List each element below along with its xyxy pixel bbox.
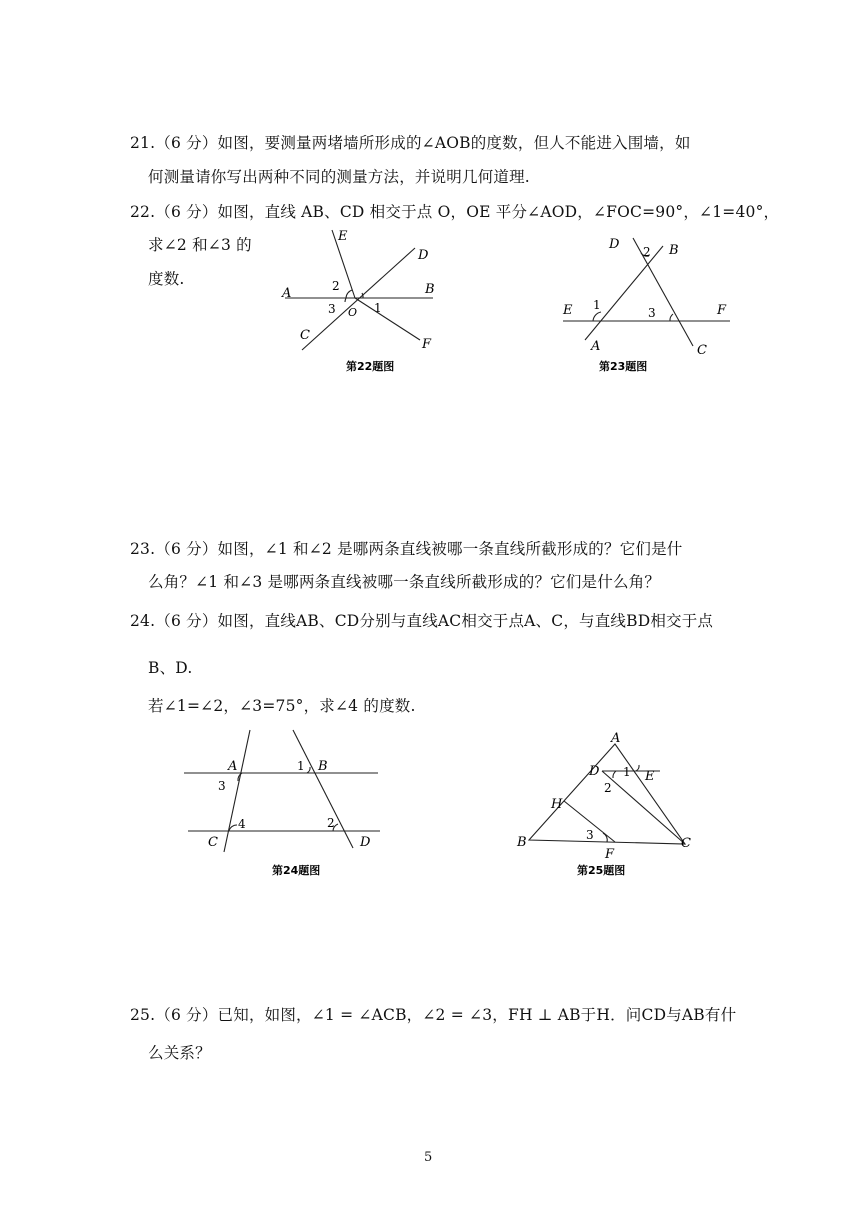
figure-22 <box>270 220 460 380</box>
fig24-angle-2: 2 <box>327 816 335 830</box>
fig22-caption: 第22题图 <box>346 360 395 373</box>
fig25-label-H: H <box>551 797 563 812</box>
fig22-label-C: C <box>300 328 310 343</box>
fig22-angle-3: 3 <box>328 302 336 316</box>
fig25-label-E: E <box>645 769 655 784</box>
fig24-label-C: C <box>208 835 218 850</box>
fig23-label-A: A <box>591 339 601 354</box>
fig24-label-A: A <box>228 759 238 774</box>
fig24-angle-4: 4 <box>238 817 246 831</box>
fig22-label-A: A <box>282 286 292 301</box>
fig22-label-F: F <box>422 337 432 352</box>
fig23-label-E: E <box>563 303 573 318</box>
q22-line-3: 度数. <box>148 270 185 288</box>
page-number: 5 <box>424 1150 433 1165</box>
q23-line-1: 23.（6 分）如图，∠1 和∠2 是哪两条直线被哪一条直线所截形成的？它们是什 <box>130 540 683 558</box>
fig25-caption: 第25题图 <box>577 864 626 877</box>
fig24-label-D: D <box>360 835 371 850</box>
fig25-label-B: B <box>517 835 527 850</box>
fig22-angle-1: 1 <box>374 301 382 315</box>
fig25-label-D: D <box>589 764 600 779</box>
fig22-label-D: D <box>418 248 429 263</box>
fig24-angle-1: 1 <box>297 759 305 773</box>
fig25-angle-2: 2 <box>604 781 612 795</box>
fig23-label-C: C <box>697 343 707 358</box>
q24-line-2: B、D. <box>148 659 193 677</box>
q23-line-2: 么角？∠1 和∠3 是哪两条直线被哪一条直线所截形成的？它们是什么角？ <box>148 573 661 591</box>
fig23-label-F: F <box>717 303 727 318</box>
fig25-label-A: A <box>611 731 621 746</box>
fig25-angle-3: 3 <box>586 828 594 842</box>
q22-line-2: 求∠2 和∠3 的 <box>148 236 252 254</box>
figure-25 <box>515 730 705 880</box>
fig23-angle-2: 2 <box>643 245 651 259</box>
fig24-label-B: B <box>318 759 328 774</box>
figure-24 <box>180 726 385 881</box>
fig23-angle-3: 3 <box>648 306 656 320</box>
q24-line-3: 若∠1=∠2，∠3=75°，求∠4 的度数. <box>148 697 416 715</box>
fig23-label-D: D <box>609 237 620 252</box>
fig24-angle-3: 3 <box>218 779 226 793</box>
q21-line-2: 何测量请你写出两种不同的测量方法，并说明几何道理. <box>148 168 530 186</box>
fig24-caption: 第24题图 <box>272 864 321 877</box>
figure-23 <box>555 228 740 378</box>
fig23-caption: 第23题图 <box>599 360 648 373</box>
fig22-label-O: O <box>348 306 358 319</box>
q25-line-2: 么关系？ <box>148 1044 211 1062</box>
fig22-label-E: E <box>338 229 348 244</box>
fig25-label-C: C <box>681 836 691 851</box>
q21-line-1: 21.（6 分）如图，要测量两堵墙所形成的∠AOB的度数，但人不能进入围墙，如 <box>130 134 691 152</box>
q22-line-1: 22.（6 分）如图，直线 AB、CD 相交于点 O，OE 平分∠AOD，∠FOC=90°，∠1=40°， <box>130 203 780 221</box>
fig25-label-F: F <box>605 847 615 862</box>
q24-line-1: 24.（6 分）如图，直线AB、CD分别与直线AC相交于点A、C，与直线BD相交于点 <box>130 612 714 630</box>
fig22-label-B: B <box>425 282 435 297</box>
fig23-angle-1: 1 <box>593 298 601 312</box>
q25-line-1: 25.（6 分）已知，如图，∠1 = ∠ACB，∠2 = ∠3，FH ⊥ AB于H．问CD与AB有什 <box>130 1006 737 1024</box>
fig22-angle-2: 2 <box>332 279 340 293</box>
fig23-label-B: B <box>669 243 679 258</box>
fig25-angle-1: 1 <box>623 765 631 779</box>
